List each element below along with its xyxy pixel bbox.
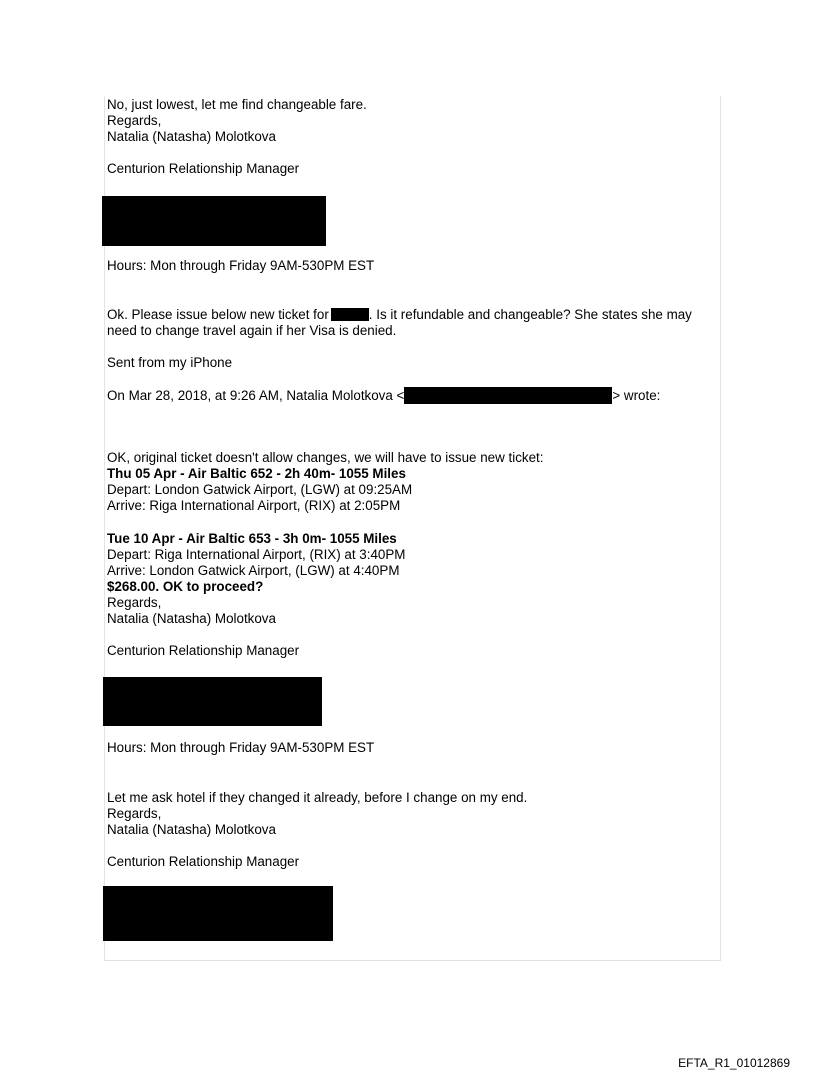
signature-regards: Regards, — [107, 595, 162, 610]
quote-header-text: On Mar 28, 2018, at 9:26 AM, Natalia Molotkova < — [107, 388, 405, 403]
signature-hours: Hours: Mon through Friday 9AM-530PM EST — [107, 258, 375, 273]
signature-name: Natalia (Natasha) Molotkova — [107, 129, 276, 144]
redaction-block — [103, 677, 322, 726]
signature-title: Centurion Relationship Manager — [107, 161, 300, 176]
price-line: $268.00. OK to proceed? — [107, 579, 264, 594]
flight-arrive: Arrive: Riga International Airport, (RIX) at 2:05PM — [107, 498, 401, 513]
message-line: No, just lowest, let me find changeable fare. — [107, 97, 367, 112]
flight-arrive: Arrive: London Gatwick Airport, (LGW) at 4:40PM — [107, 563, 400, 578]
document-id: EFTA_R1_01012869 — [678, 1056, 790, 1070]
inline-redaction — [331, 308, 369, 321]
message-line: OK, original ticket doesn't allow changes, we will have to issue new ticket: — [107, 450, 544, 465]
flight-heading: Tue 10 Apr - Air Baltic 653 - 3h 0m- 1055 Miles — [107, 531, 397, 546]
sent-from-line: Sent from my iPhone — [107, 355, 233, 370]
signature-title: Centurion Relationship Manager — [107, 854, 300, 869]
message-line: Let me ask hotel if they changed it already, before I change on my end. — [107, 790, 528, 805]
signature-regards: Regards, — [107, 113, 162, 128]
redaction-block — [103, 886, 333, 941]
message-text: . Is it refundable and changeable? She states she may — [368, 307, 692, 322]
signature-hours: Hours: Mon through Friday 9AM-530PM EST — [107, 740, 375, 755]
message-line: need to change travel again if her Visa is denied. — [107, 323, 397, 338]
redaction-block — [102, 196, 326, 246]
flight-depart: Depart: London Gatwick Airport, (LGW) at 09:25AM — [107, 482, 413, 497]
quote-header-text: > wrote: — [612, 388, 661, 403]
flight-heading: Thu 05 Apr - Air Baltic 652 - 2h 40m- 1055 Miles — [107, 466, 406, 481]
flight-depart: Depart: Riga International Airport, (RIX) at 3:40PM — [107, 547, 406, 562]
signature-title: Centurion Relationship Manager — [107, 643, 300, 658]
signature-name: Natalia (Natasha) Molotkova — [107, 611, 276, 626]
message-line — [107, 307, 692, 323]
quote-header — [107, 387, 660, 404]
inline-redaction — [404, 387, 612, 404]
message-text: Ok. Please issue below new ticket for — [107, 307, 329, 322]
signature-regards: Regards, — [107, 806, 162, 821]
signature-name: Natalia (Natasha) Molotkova — [107, 822, 276, 837]
